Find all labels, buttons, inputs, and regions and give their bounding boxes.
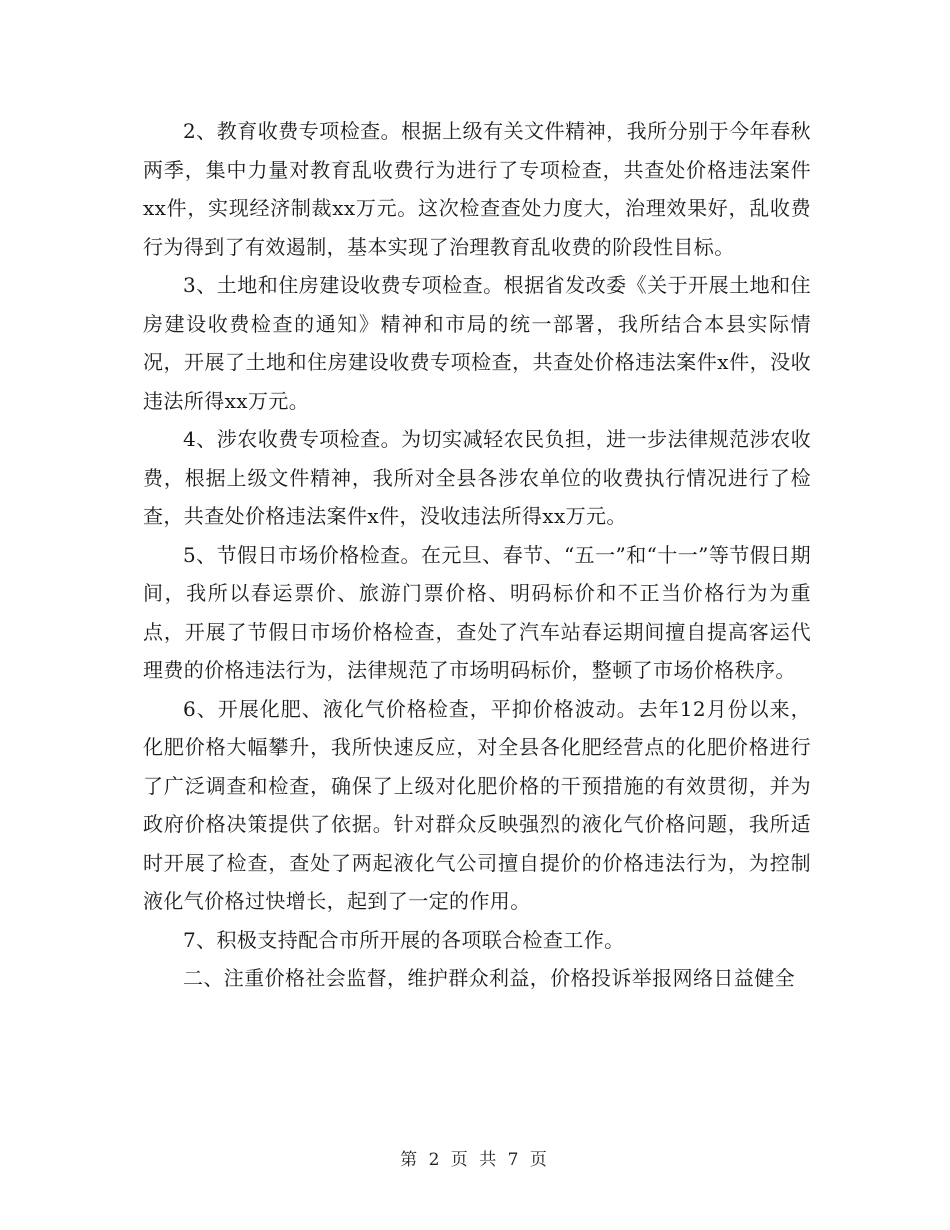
page-number-footer: 第 2 页 共 7 页	[400, 1150, 550, 1170]
paragraph-section-two-heading: 二、注重价格社会监督，维护群众利益，价格投诉举报网络日益健全	[183, 966, 795, 990]
paragraph-fertilizer-lpg: 6、开展化肥、液化气价格检查，平抑价格波动。去年12月份以来，化肥价格大幅攀升，我所快速反应，对全县各化肥经营点的化肥价格进行了广泛调查和检查，确保了上级对化肥价格的干预措施的有效贯彻，并为政府价格决策提供了依据。针对群众反映强烈的液化气价格问题，我所适时开展了检查，查处了两起液化气公司擅自提价的价格违法行为，为控制液化气价格过快增长，起到了一定的作用。	[143, 696, 811, 913]
document-body	[143, 112, 811, 998]
paragraph-education-fees: 2、教育收费专项检查。根据上级有关文件精神，我所分别于今年春秋两季，集中力量对教育乱收费行为进行了专项检查，共查处价格违法案件xx件，实现经济制裁xx万元。这次检查查处力度大，治理效果好，乱收费行为得到了有效遏制，基本实现了治理教育乱收费的阶段性目标。	[143, 119, 811, 259]
paragraph-land-housing-fees: 3、土地和住房建设收费专项检查。根据省发改委《关于开展土地和住房建设收费检查的通知》精神和市局的统一部署，我所结合本县实际情况，开展了土地和住房建设收费专项检查，共查处价格违法案件x件，没收违法所得xx万元。	[143, 273, 811, 413]
paragraph-holiday-market: 5、节假日市场价格检查。在元旦、春节、“五一”和“十一”等节假日期间，我所以春运票价、旅游门票价格、明码标价和不正当价格行为为重点，开展了节假日市场价格检查，查处了汽车站春运期间擅自提高客运代理费的价格违法行为，法律规范了市场明码标价，整顿了市场价格秩序。	[143, 542, 811, 682]
paragraph-joint-inspection: 7、积极支持配合市所开展的各项联合检查工作。	[183, 927, 625, 952]
paragraph-agricultural-fees: 4、涉农收费专项检查。为切实减轻农民负担，进一步法律规范涉农收费，根据上级文件精神，我所对全县各涉农单位的收费执行情况进行了检查，共查处价格违法案件x件，没收违法所得xx万元。	[143, 427, 811, 528]
